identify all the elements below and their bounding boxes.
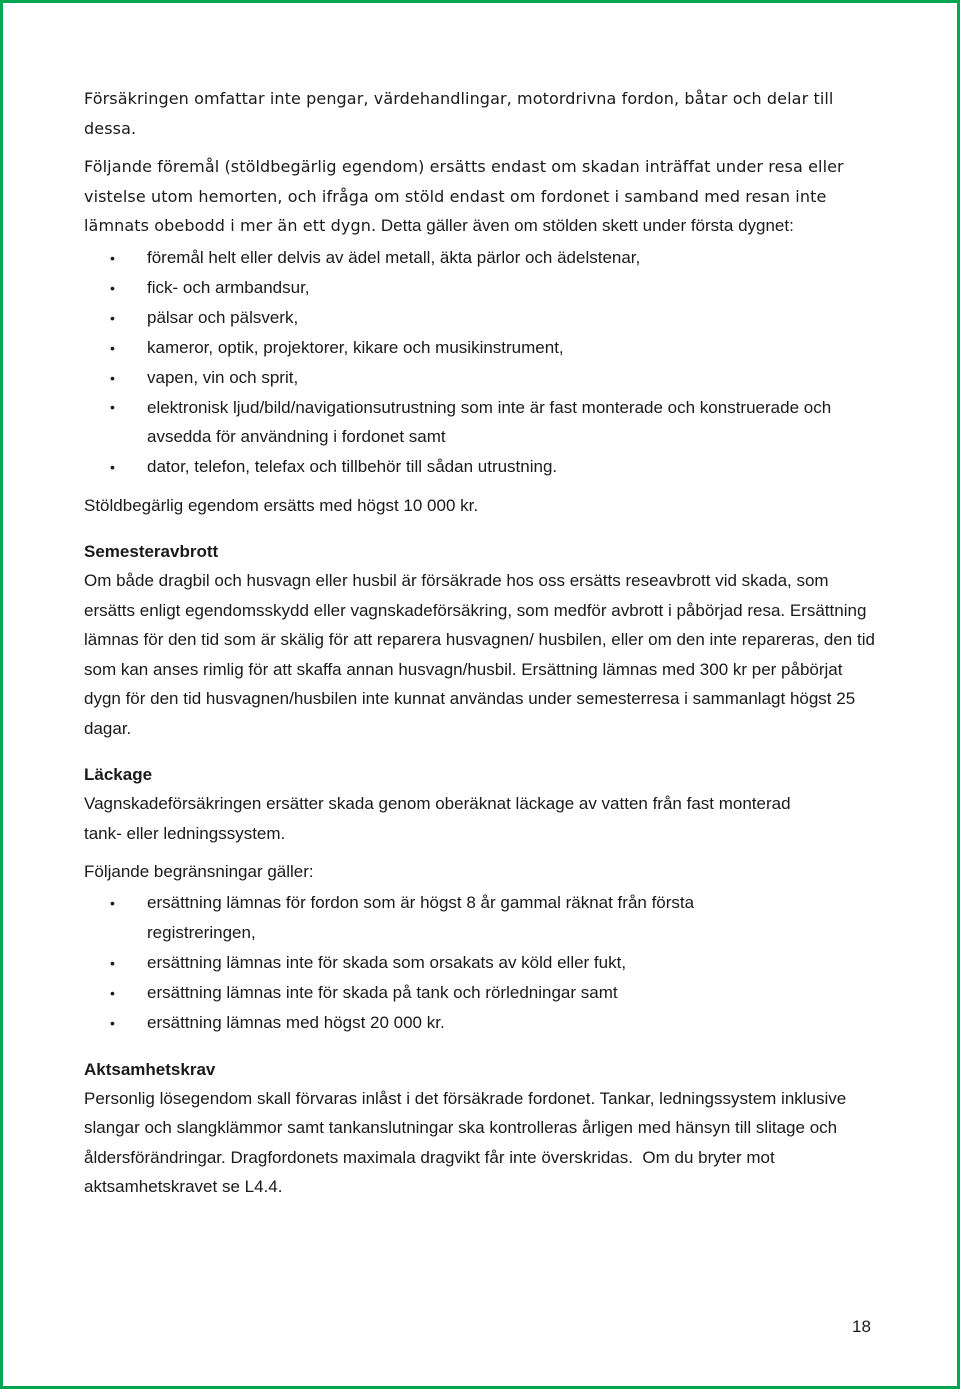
bullet-icon: • (110, 458, 115, 475)
heading-lackage: Läckage (84, 765, 153, 784)
bullet-icon: • (110, 984, 115, 1001)
bullet-icon: • (110, 339, 115, 356)
page-number: 18 (852, 1317, 871, 1336)
list-item: • pälsar och pälsverk, (84, 303, 884, 333)
document-body (84, 84, 884, 1202)
list-item: • elektronisk ljud/bild/navigationsutrustning som inte är fast monterade och konstruerade och avsedda för användning i fordonet samt (84, 393, 867, 452)
heading-semesteravbrott: Semesteravbrott (84, 542, 219, 561)
bullet-icon: • (110, 1014, 115, 1031)
paragraph-semesteravbrott: Om både dragbil och husvagn eller husbil är försäkrade hos oss ersätts reseavbrott vid skada, som ersätts enligt egendomsskydd eller vagnskadeförsäkring, som medför avbrott i påbörjad resa. Ersättning lämnas för den tid som är skälig för att reparera husvagnen/ husbilen, eller om den inte repareras, den tid som kan anses rimlig för att skaffa annan husvagn/husbil. Ersättning lämnas med 300 kr per påbörjat dygn för den tid husvagnen/husbilen inte kunnat användas under semesterresa i sammanlagt högst 25 dagar. (84, 571, 875, 738)
bullet-icon: • (110, 369, 115, 386)
paragraph-stolen-items-end: Detta gäller även om stölden skett under första dygnet: (376, 216, 794, 235)
bullet-icon: • (110, 398, 115, 415)
paragraph-exclusions: Försäkringen omfattar inte pengar, värdehandlingar, motordrivna fordon, båtar och delar till dessa. (84, 89, 834, 138)
list-item: • kameror, optik, projektorer, kikare och musikinstrument, (84, 333, 884, 363)
stold-limit: Stöldbegärlig egendom ersätts med högst 10 000 kr. (84, 495, 479, 515)
paragraph-stolen-items-start: Följande föremål (stöldbegärlig egendom) ersätts endast om skadan inträffat under resa eller vistelse utom hemorten, och ifråga om stöld endast om fordonet i samband med resan inte lämnats obebodd i mer än ett dygn. (84, 157, 844, 235)
paragraph-aktsamhetskrav: Personlig lösegendom skall förvaras inlåst i det försäkrade fordonet. Tankar, ledningssystem inklusive slangar och slangklämmor samt tankanslutningar ska kontrolleras årligen med hänsyn till slitage och åldersförändringar. Dragfordonets maximala dragvikt får inte överskridas. Om du bryter mot aktsamhetskravet se L4.4. (84, 1088, 851, 1196)
bullet-icon: • (110, 249, 115, 266)
bullet-icon: • (110, 309, 115, 326)
list-item: • vapen, vin och sprit, (84, 363, 884, 393)
limitations-intro: Följande begränsningar gäller: (84, 862, 314, 881)
paragraph-stolen-items (84, 152, 884, 241)
list-item: • fick- och armbandsur, (84, 273, 884, 303)
bullet-icon: • (110, 894, 115, 911)
limitations-list (84, 888, 884, 1038)
heading-aktsamhetskrav: Aktsamhetskrav (84, 1059, 216, 1079)
stolen-items-list (84, 243, 884, 482)
list-item: • föremål helt eller delvis av ädel metall, äkta pärlor och ädelstenar, (84, 243, 884, 273)
list-item: • ersättning lämnas med högst 20 000 kr. (84, 1008, 884, 1038)
list-item: • ersättning lämnas inte för skada på tank och rörledningar samt (84, 978, 884, 1008)
list-item: • ersättning lämnas inte för skada som orsakats av köld eller fukt, (84, 948, 884, 978)
bullet-icon: • (110, 954, 115, 971)
list-item: • ersättning lämnas för fordon som är högst 8 år gammal räknat från första registreringen, (84, 888, 797, 948)
bullet-icon: • (110, 279, 115, 296)
list-item: • dator, telefon, telefax och tillbehör till sådan utrustning. (84, 452, 884, 482)
paragraph-lackage: Vagnskadeförsäkringen ersätter skada genom oberäknat läckage av vatten från fast monterad tank- eller ledningssystem. (84, 794, 791, 843)
